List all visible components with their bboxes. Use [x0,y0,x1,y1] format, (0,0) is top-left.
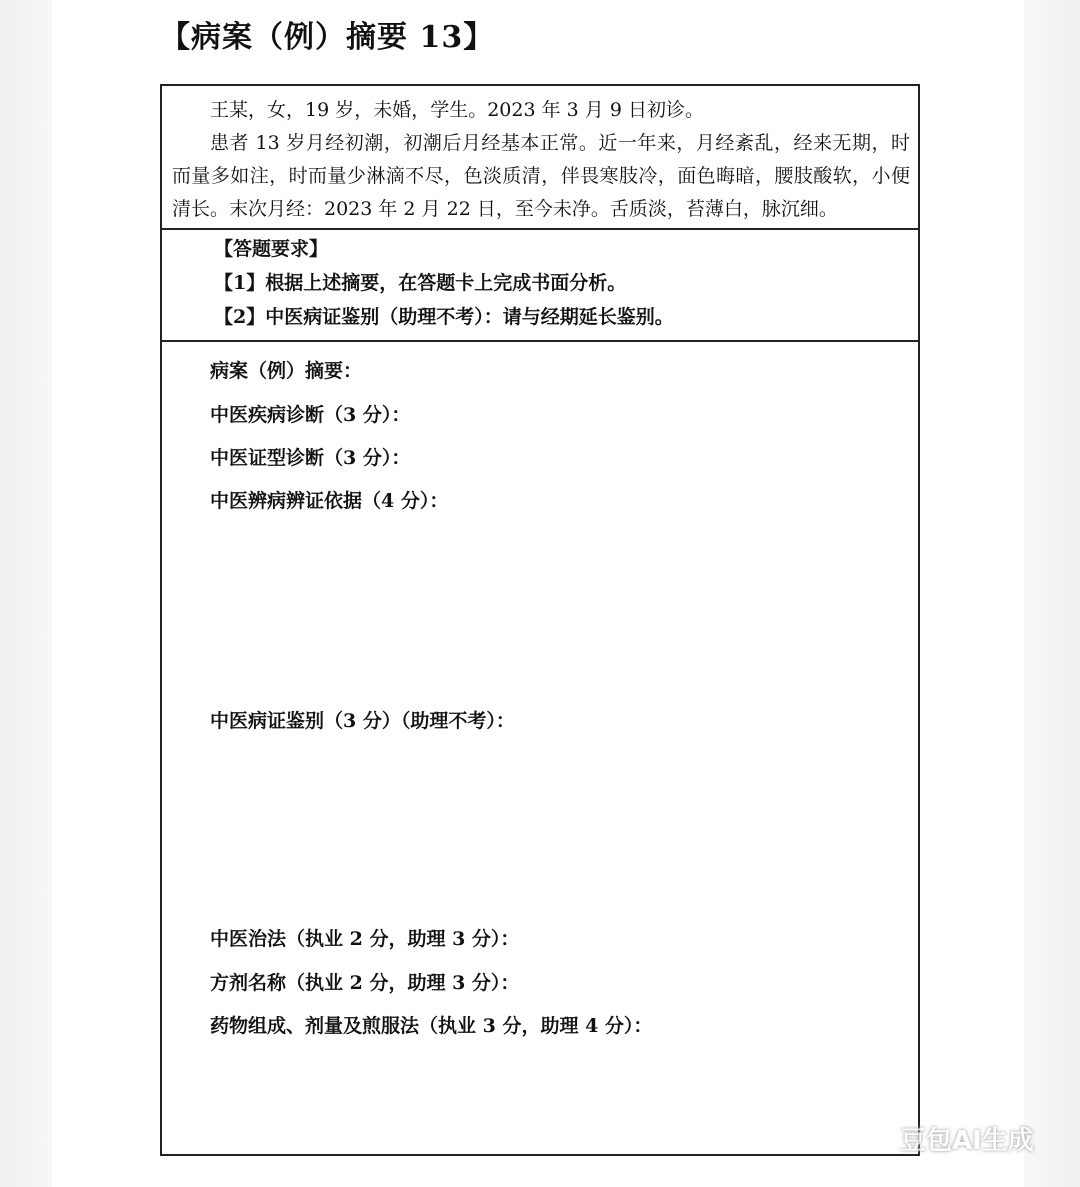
divider-case-requirements [162,228,918,230]
answer-prescription-name: 方剂名称（执业 2 分，助理 3 分）： [210,972,520,994]
right-page-margin [1024,0,1080,1187]
ai-watermark: 豆包AI生成 [900,1126,1034,1156]
requirement-item-2: 【2】中医病证鉴别（助理不考）：请与经期延长鉴别。 [214,306,674,328]
answer-syndrome-diagnosis: 中医证型诊断（3 分）： [210,447,411,469]
exam-answer-frame [160,84,920,1156]
answer-treatment-method: 中医治法（执业 2 分，助理 3 分）： [210,928,520,950]
answer-differential-diagnosis: 中医病证鉴别（3 分）（助理不考）： [210,710,515,732]
case-summary-line1: 王某，女，19 岁，未婚，学生。2023 年 3 月 9 日初诊。 [210,99,704,121]
answer-disease-diagnosis: 中医疾病诊断（3 分）： [210,404,411,426]
answer-differentiation-basis: 中医辨病辨证依据（4 分）： [210,490,449,512]
page-title: 【病案（例）摘要 13】 [160,20,495,55]
requirements-block [214,232,904,334]
answer-summary-label: 病案（例）摘要： [210,360,363,382]
case-summary [172,94,910,226]
requirements-heading: 【答题要求】 [214,238,329,260]
requirement-item-1: 【1】根据上述摘要，在答题卡上完成书面分析。 [214,272,627,294]
left-page-margin [0,0,52,1187]
answer-composition: 药物组成、剂量及煎服法（执业 3 分，助理 4 分）： [210,1015,653,1037]
divider-requirements-answers [162,340,918,342]
case-summary-line2: 患者 13 岁月经初潮，初潮后月经基本正常。近一年来，月经紊乱，经来无期，时而量多如注，时而量少淋滴不尽，色淡质清，伴畏寒肢冷，面色晦暗，腰肢酸软，小便清长。末次月经：2023 年 2 月 22 日，至今未净。舌质淡，苔薄白，脉沉细。 [172,132,910,220]
